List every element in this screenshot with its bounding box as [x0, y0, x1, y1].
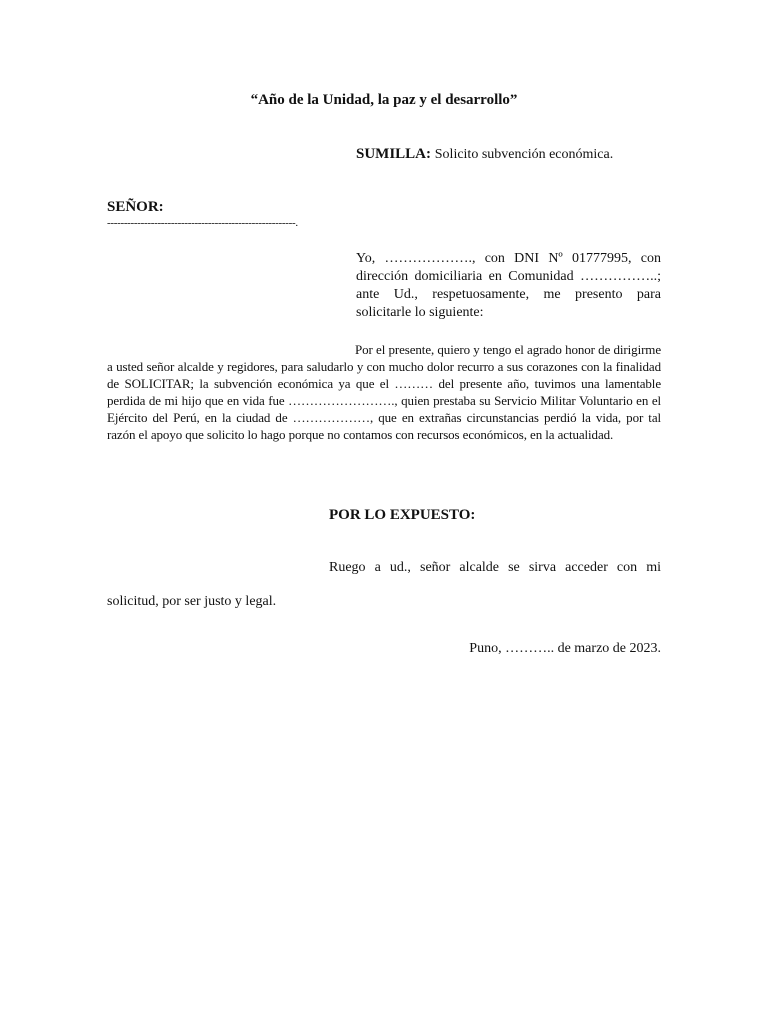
place-date: Puno, ……….. de marzo de 2023.	[469, 641, 661, 656]
sumilla-label: SUMILLA:	[356, 146, 432, 162]
addressee: SEÑOR:	[107, 199, 164, 215]
intro-paragraph: Yo, ………………., con DNI Nº 01777995, con dirección domiciliaria en Comunidad ……………..; ante Ud., respetuosamente, me presento para solicitarle lo siguiente:	[356, 251, 661, 320]
sumilla-text: Solicito subvención económica.	[434, 147, 614, 162]
year-title: “Año de la Unidad, la paz y el desarrollo”	[250, 92, 518, 108]
sumilla	[356, 146, 613, 163]
closing-heading: POR LO EXPUESTO:	[329, 507, 476, 523]
addressee-line: --------------------------------------------------------.	[107, 217, 298, 229]
closing-paragraph: Ruego a ud., señor alcalde se sirva acceder con mi solicitud, por ser justo y legal.	[107, 560, 661, 609]
body-paragraph: Por el presente, quiero y tengo el agrado honor de dirigirme a usted señor alcalde y regidores, para saludarlo y con mucho dolor recurro a sus corazones con la finalidad de SOLICITAR; la subvención económica ya que el ……… del presente año, tuvimos una lamentable perdida de mi hijo que en vida fue ……………………., quien prestaba su Servicio Militar Voluntario en el Ejército del Perú, en la ciudad de ………………, que en extrañas circunstancias perdió la vida, por tal razón el apoyo que solicito lo hago porque no contamos con recursos económicos, en la actualidad.	[107, 342, 661, 442]
